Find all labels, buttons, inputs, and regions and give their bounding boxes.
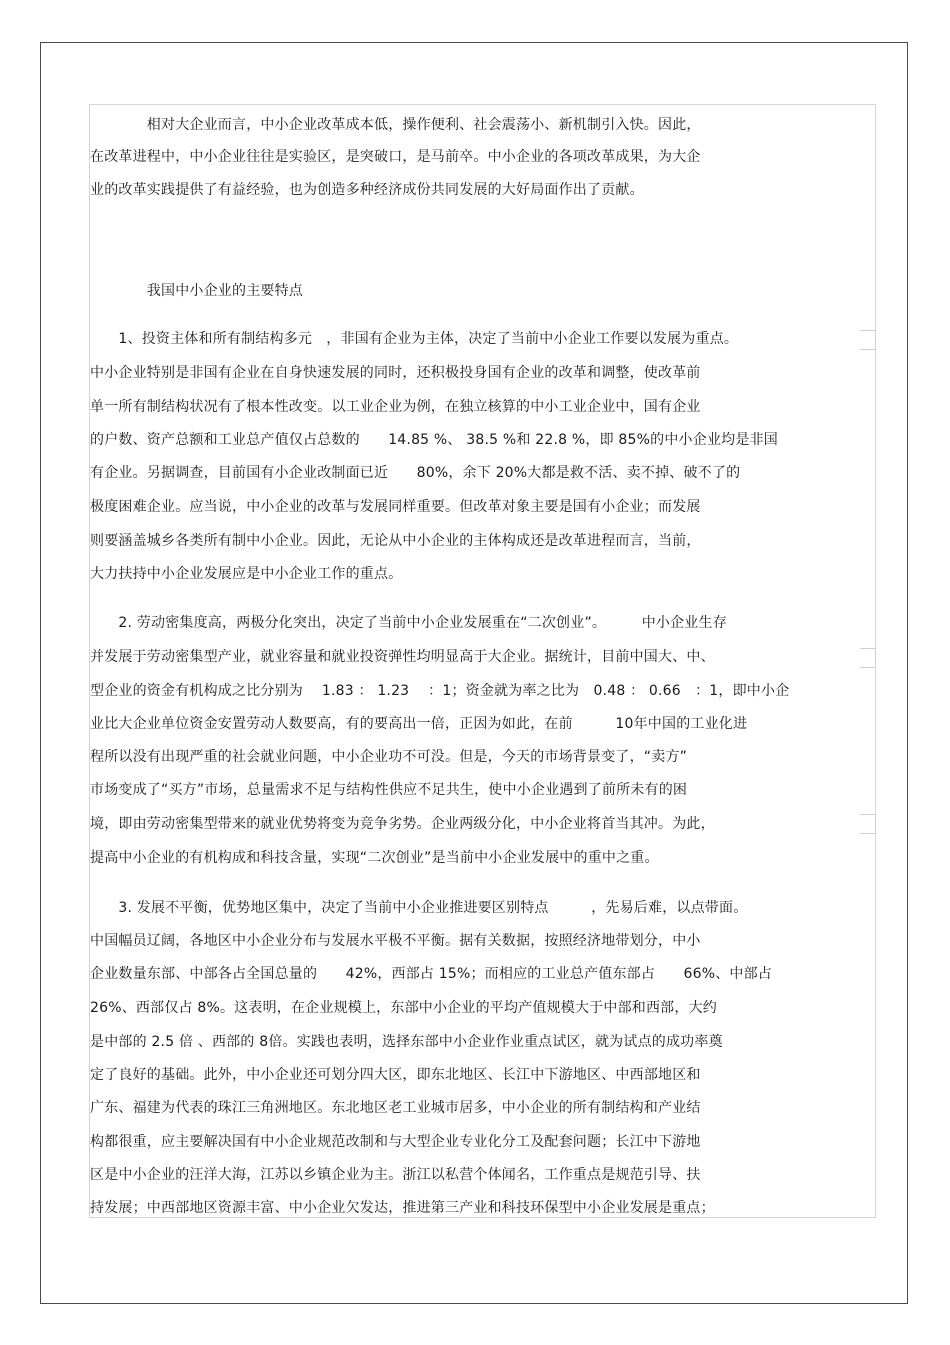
paragraph-line: 则要涵盖城乡各类所有制中小企业。因此，无论从中小企业的主体构成还是改革进程而言，当前， — [90, 533, 701, 549]
section-heading: 我国中小企业的主要特点 — [90, 283, 303, 299]
paragraph-line: 的户数、资产总额和工业总产值仅占总数的 14.85 %、 38.5 %和 22.8 %，即 85%的中小企业均是非国 — [90, 432, 778, 448]
paragraph-line: 极度困难企业。应当说，中小企业的改革与发展同样重要。但改革对象主要是国有小企业；而发展 — [90, 499, 701, 515]
paragraph-line: 是中部的 2.5 倍 、西部的 8倍。实践也表明，选择东部中小企业作业重点试区，就为试点的成功率奠 — [90, 1034, 723, 1050]
paragraph-line: 业的改革实践提供了有益经验，也为创造多种经济成份共同发展的大好局面作出了贡献。 — [90, 182, 644, 198]
paragraph-line: 型企业的资金有机构成之比分别为 1.83 ： 1.23 ：1；资金就为率之比为 0.48 ： 0.66 ：1，即中小企 — [90, 683, 790, 699]
paragraph-line: 中小企业特别是非国有企业在自身快速发展的同时，还积极投身国有企业的改革和调整，使改革前 — [90, 365, 701, 381]
paragraph-line: 2. 劳动密集度高，两极分化突出，决定了当前中小企业发展重在“二次创业”。 中小企业生存 — [90, 615, 727, 631]
paragraph-line: 持发展；中西部地区资源丰富、中小企业欠发达，推进第三产业和科技环保型中小企业发展是重点； — [90, 1200, 715, 1216]
margin-tab — [860, 648, 876, 668]
paragraph-line: 1、投资主体和所有制结构多元 ，非国有企业为主体，决定了当前中小企业工作要以发展为重点。 — [90, 331, 739, 347]
paragraph-line: 定了良好的基础。此外，中小企业还可划分四大区，即东北地区、长江中下游地区、中西部地区和 — [90, 1067, 701, 1083]
paragraph-line: 3. 发展不平衡，优势地区集中，决定了当前中小企业推进要区别特点 ，先易后难，以点带面。 — [90, 900, 748, 916]
paragraph-line: 并发展于劳动密集型产业，就业容量和就业投资弹性均明显高于大企业。据统计，目前中国大、中、 — [90, 649, 715, 665]
paragraph-line: 区是中小企业的汪洋大海，江苏以乡镇企业为主。浙江以私营个体闻名，工作重点是规范引导、扶 — [90, 1167, 701, 1183]
paragraph-line: 在改革进程中，中小企业往往是实验区，是突破口，是马前卒。中小企业的各项改革成果，为大企 — [90, 149, 701, 165]
paragraph-line: 26%、西部仅占 8%。这表明，在企业规模上，东部中小企业的平均产值规模大于中部和西部，大约 — [90, 1000, 717, 1016]
paragraph-line: 单一所有制结构状况有了根本性改变。以工业企业为例，在独立核算的中小工业企业中，国有企业 — [90, 399, 701, 415]
paragraph-line: 构都很重，应主要解决国有中小企业规范改制和与大型企业专业化分工及配套问题；长江中下游地 — [90, 1134, 701, 1150]
paragraph-line: 企业数量东部、中部各占全国总量的 42%，西部占 15%；而相应的工业总产值东部占 66%、中部占 — [90, 966, 772, 982]
paragraph-line: 大力扶持中小企业发展应是中小企业工作的重点。 — [90, 566, 403, 582]
paragraph-line: 境，即由劳动密集型带来的就业优势将变为竞争劣势。企业两级分化，中小企业将首当其冲。为此， — [90, 816, 715, 832]
margin-tab — [860, 814, 876, 834]
paragraph-line: 提高中小企业的有机构成和科技含量，实现“二次创业”是当前中小企业发展中的重中之重。 — [90, 850, 659, 866]
paragraph-line: 有企业。另据调查，目前国有小企业改制面已近 80%，余下 20%大都是救不活、卖不掉、破不了的 — [90, 465, 741, 481]
paragraph-line: 市场变成了“买方”市场，总量需求不足与结构性供应不足共生，使中小企业遇到了前所未有的困 — [90, 782, 688, 798]
paragraph-line: 中国幅员辽阔，各地区中小企业分布与发展水平极不平衡。据有关数据，按照经济地带划分，中小 — [90, 933, 701, 949]
paragraph-line: 广东、福建为代表的珠江三角洲地区。东北地区老工业城市居多，中小企业的所有制结构和产业结 — [90, 1100, 701, 1116]
margin-tab — [860, 330, 876, 350]
paragraph-line: 程所以没有出现严重的社会就业问题，中小企业功不可没。但是，今天的市场背景变了，“卖方” — [90, 749, 688, 765]
paragraph-line: 相对大企业而言，中小企业改革成本低，操作便利、社会震荡小、新机制引入快。因此， — [90, 117, 701, 133]
paragraph-line: 业比大企业单位资金安置劳动人数要高，有的要高出一倍，正因为如此，在前 10年中国的工业化进 — [90, 716, 748, 732]
